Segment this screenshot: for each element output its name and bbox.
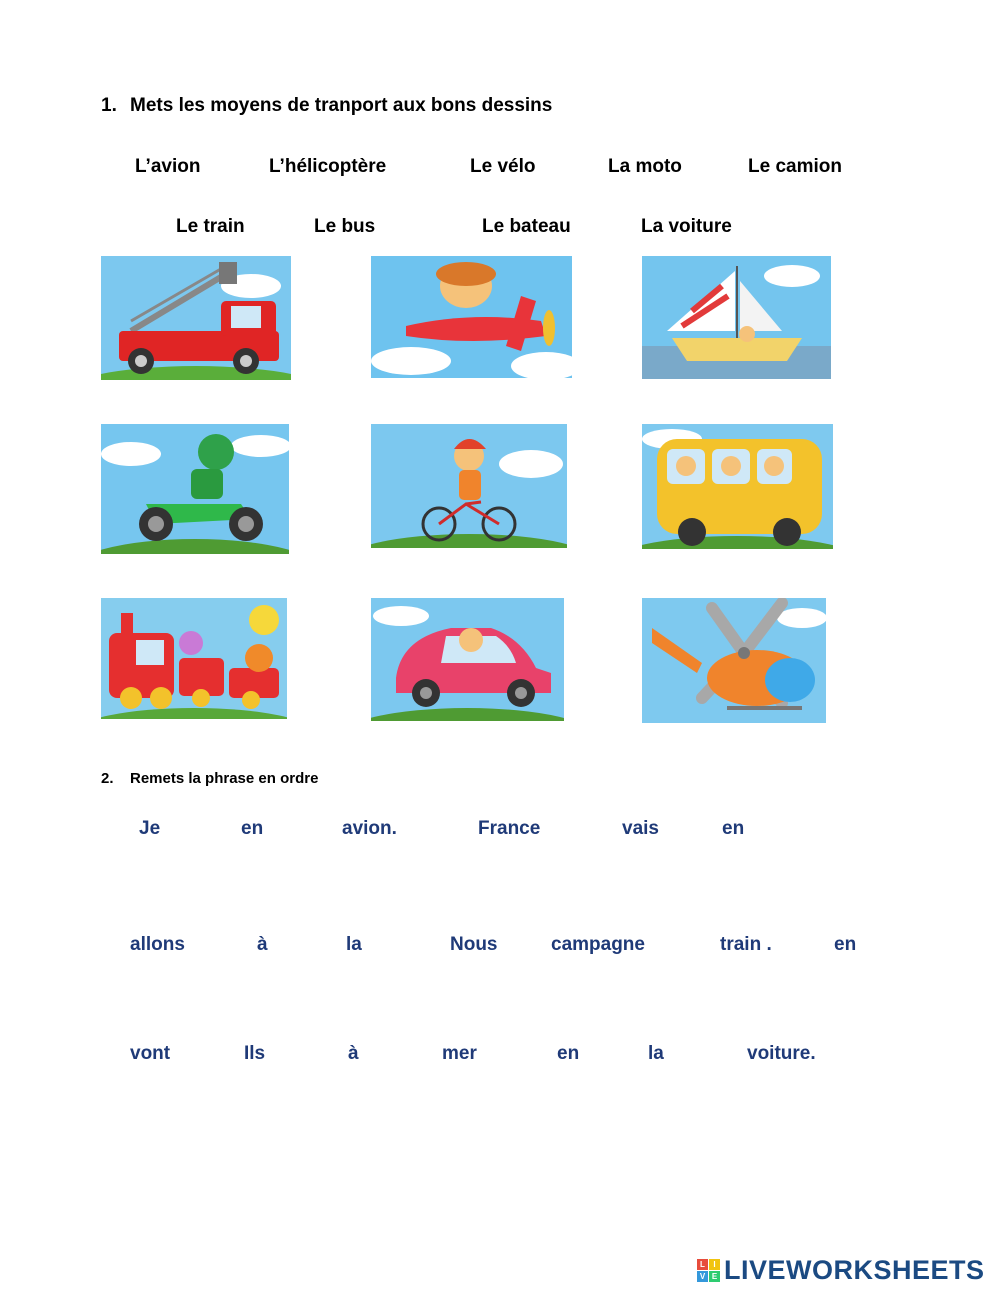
sentence1-word[interactable]: avion. bbox=[342, 818, 397, 839]
logo-text: LIVEWORKSHEETS bbox=[724, 1254, 985, 1285]
picture-bus[interactable] bbox=[642, 424, 833, 549]
sentence1-word[interactable]: en bbox=[722, 818, 745, 839]
sentence3-word[interactable]: Ils bbox=[244, 1043, 266, 1064]
helicopter-illustration bbox=[642, 598, 826, 723]
exercise2-number: 2. bbox=[101, 770, 114, 787]
sentence1-word[interactable]: en bbox=[241, 818, 264, 839]
sentence2-word[interactable]: Nous bbox=[450, 934, 498, 955]
bus-illustration bbox=[642, 424, 833, 549]
sentence3-word[interactable]: la bbox=[648, 1043, 664, 1064]
liveworksheets-logo bbox=[697, 1253, 985, 1287]
word-bus[interactable]: Le bus bbox=[314, 216, 376, 237]
sentence3-word[interactable]: voiture. bbox=[747, 1043, 816, 1064]
sentence2-word[interactable]: en bbox=[834, 934, 857, 955]
sentence3-word[interactable]: vont bbox=[130, 1043, 171, 1064]
picture-fire-truck[interactable] bbox=[101, 256, 291, 380]
sentence2-word[interactable]: campagne bbox=[551, 934, 645, 955]
sentence2-word[interactable]: la bbox=[346, 934, 362, 955]
word-moto[interactable]: La moto bbox=[608, 156, 682, 177]
word-camion[interactable]: Le camion bbox=[748, 156, 842, 177]
car-illustration bbox=[371, 598, 564, 721]
sentence3-word[interactable]: mer bbox=[442, 1043, 477, 1064]
bicycle-illustration bbox=[371, 424, 567, 548]
exercise1-instruction: Mets les moyens de tranport aux bons dessins bbox=[130, 95, 553, 116]
picture-airplane[interactable] bbox=[371, 256, 572, 378]
exercise2-instruction: Remets la phrase en ordre bbox=[130, 770, 319, 787]
airplane-illustration bbox=[371, 256, 572, 378]
sentence2-word[interactable]: allons bbox=[130, 934, 185, 955]
picture-sailboat[interactable] bbox=[642, 256, 831, 379]
word-velo[interactable]: Le vélo bbox=[470, 156, 536, 177]
exercise1-number: 1. bbox=[101, 95, 117, 116]
sentence1-word[interactable]: Je bbox=[139, 818, 161, 839]
picture-helicopter[interactable] bbox=[642, 598, 826, 723]
picture-car[interactable] bbox=[371, 598, 564, 721]
train-illustration bbox=[101, 598, 287, 719]
word-train[interactable]: Le train bbox=[176, 216, 245, 237]
picture-bicycle[interactable] bbox=[371, 424, 567, 548]
motorcycle-illustration bbox=[101, 424, 289, 554]
word-helicoptere[interactable]: L’hélicoptère bbox=[269, 156, 387, 177]
picture-motorcycle[interactable] bbox=[101, 424, 289, 554]
picture-train[interactable] bbox=[101, 598, 287, 719]
word-bateau[interactable]: Le bateau bbox=[482, 216, 571, 237]
sailboat-illustration bbox=[642, 256, 831, 379]
sentence1-word[interactable]: vais bbox=[622, 818, 659, 839]
sentence2-word[interactable]: à bbox=[257, 934, 268, 955]
word-voiture[interactable]: La voiture bbox=[641, 216, 732, 237]
sentence3-word[interactable]: à bbox=[348, 1043, 359, 1064]
logo-blocks-icon: L I V E bbox=[697, 1259, 720, 1282]
sentence1-word[interactable]: France bbox=[478, 818, 541, 839]
sentence3-word[interactable]: en bbox=[557, 1043, 580, 1064]
fire-truck-illustration bbox=[101, 256, 291, 380]
word-avion[interactable]: L’avion bbox=[135, 156, 201, 177]
sentence2-word[interactable]: train . bbox=[720, 934, 772, 955]
